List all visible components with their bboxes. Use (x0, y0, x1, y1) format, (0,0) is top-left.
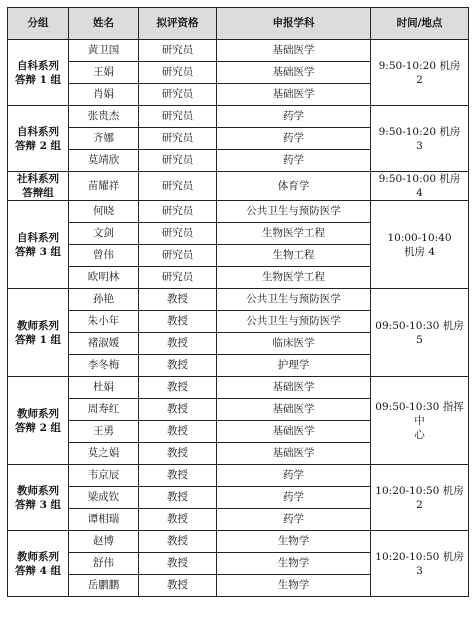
table-row (8, 106, 469, 128)
subject-cell: 基础医学 (217, 40, 371, 62)
qualification-cell: 研究员 (139, 267, 217, 289)
header-qualification: 拟评资格 (139, 8, 217, 40)
time-place-cell (371, 201, 469, 289)
group-label-line2: 答辩 1 组 (14, 73, 62, 86)
qualification-cell: 教授 (139, 531, 217, 553)
group-label-cell (8, 172, 69, 201)
group-label-line1: 自科系列 (17, 231, 59, 244)
subject-cell: 基础医学 (217, 62, 371, 84)
time-place-cell (371, 289, 469, 377)
group-label-line1: 教师系列 (17, 319, 59, 332)
group-label-line1: 教师系列 (17, 550, 59, 563)
name-cell: 舒伟 (69, 553, 139, 575)
group-label-line2: 答辩 3 组 (14, 245, 62, 258)
subject-cell: 临床医学 (217, 333, 371, 355)
subject-cell: 药学 (217, 465, 371, 487)
time-place-line1: 9:50-10:20 机房 2 (378, 59, 461, 86)
header-row (8, 8, 469, 40)
group-label-line1: 教师系列 (17, 484, 59, 497)
header-group: 分组 (8, 8, 69, 40)
header-name: 姓名 (69, 8, 139, 40)
name-cell: 褚淑媛 (69, 333, 139, 355)
subject-cell: 生物工程 (217, 245, 371, 267)
group-label-cell (8, 289, 69, 377)
qualification-cell: 研究员 (139, 106, 217, 128)
qualification-cell: 研究员 (139, 201, 217, 223)
name-cell: 岳鹏鹏 (69, 575, 139, 597)
name-cell: 韦京辰 (69, 465, 139, 487)
name-cell: 李冬梅 (69, 355, 139, 377)
time-place-cell (371, 465, 469, 531)
qualification-cell: 教授 (139, 333, 217, 355)
qualification-cell: 研究员 (139, 128, 217, 150)
qualification-cell: 研究员 (139, 245, 217, 267)
time-place-line1: 9:50-10:20 机房 3 (378, 125, 461, 152)
subject-cell: 基础医学 (217, 377, 371, 399)
subject-cell: 生物学 (217, 575, 371, 597)
name-cell: 黄卫国 (69, 40, 139, 62)
group-label-line2: 答辩组 (22, 187, 54, 199)
qualification-cell: 教授 (139, 399, 217, 421)
qualification-cell: 教授 (139, 443, 217, 465)
qualification-cell: 研究员 (139, 150, 217, 172)
table-row (8, 172, 469, 201)
group-label-line2: 答辩 2 组 (14, 139, 62, 152)
subject-cell: 基础医学 (217, 421, 371, 443)
qualification-cell: 研究员 (139, 172, 217, 201)
qualification-cell: 教授 (139, 575, 217, 597)
name-cell: 赵博 (69, 531, 139, 553)
qualification-cell: 教授 (139, 465, 217, 487)
name-cell: 王勇 (69, 421, 139, 443)
time-place-line2: 机房 4 (403, 245, 436, 258)
name-cell: 谭相瑞 (69, 509, 139, 531)
qualification-cell: 教授 (139, 377, 217, 399)
group-label-line1: 教师系列 (17, 407, 59, 420)
table-row (8, 531, 469, 553)
group-label-cell (8, 465, 69, 531)
qualification-cell: 教授 (139, 311, 217, 333)
group-label-line2: 答辩 1 组 (14, 333, 62, 346)
name-cell: 王娟 (69, 62, 139, 84)
subject-cell: 基础医学 (217, 443, 371, 465)
subject-cell: 生物学 (217, 553, 371, 575)
table-row (8, 40, 469, 62)
qualification-cell: 研究员 (139, 223, 217, 245)
name-cell: 莫靖欣 (69, 150, 139, 172)
qualification-cell: 教授 (139, 421, 217, 443)
group-label-line1: 自科系列 (17, 125, 59, 138)
time-place-line1: 9:50-10:00 机房 4 (378, 173, 461, 199)
time-place-line1: 10:20-10:50 机房 3 (375, 550, 464, 577)
subject-cell: 药学 (217, 487, 371, 509)
group-label-cell (8, 531, 69, 597)
name-cell: 孙艳 (69, 289, 139, 311)
table-row (8, 201, 469, 223)
name-cell: 杜娟 (69, 377, 139, 399)
name-cell: 何晓 (69, 201, 139, 223)
qualification-cell: 教授 (139, 289, 217, 311)
qualification-cell: 教授 (139, 487, 217, 509)
subject-cell: 药学 (217, 150, 371, 172)
time-place-cell (371, 40, 469, 106)
name-cell: 曾伟 (69, 245, 139, 267)
time-place-line1: 09:50-10:30 机房 5 (375, 319, 464, 346)
header-time-place: 时间/地点 (371, 8, 469, 40)
subject-cell: 基础医学 (217, 399, 371, 421)
qualification-cell: 研究员 (139, 62, 217, 84)
time-place-cell (371, 377, 469, 465)
table-row (8, 465, 469, 487)
name-cell: 苗耀祥 (69, 172, 139, 201)
name-cell: 齐娜 (69, 128, 139, 150)
table-row (8, 377, 469, 399)
subject-cell: 公共卫生与预防医学 (217, 201, 371, 223)
group-label-line1: 自科系列 (17, 59, 59, 72)
header-subject: 申报学科 (217, 8, 371, 40)
table-row (8, 289, 469, 311)
time-place-line1: 10:20-10:50 机房 2 (375, 484, 464, 511)
schedule-table (7, 7, 469, 597)
subject-cell: 生物医学工程 (217, 223, 371, 245)
time-place-cell (371, 106, 469, 172)
time-place-line1: 09:50-10:30 指挥中 (375, 400, 464, 427)
name-cell: 张贵杰 (69, 106, 139, 128)
subject-cell: 生物医学工程 (217, 267, 371, 289)
subject-cell: 公共卫生与预防医学 (217, 311, 371, 333)
name-cell: 欧明林 (69, 267, 139, 289)
group-label-cell (8, 377, 69, 465)
subject-cell: 生物学 (217, 531, 371, 553)
subject-cell: 基础医学 (217, 84, 371, 106)
group-label-cell (8, 40, 69, 106)
group-label-line2: 答辩 3 组 (14, 498, 62, 511)
qualification-cell: 教授 (139, 355, 217, 377)
subject-cell: 护理学 (217, 355, 371, 377)
group-label-line2: 答辩 4 组 (14, 564, 62, 577)
time-place-cell (371, 172, 469, 201)
group-label-cell (8, 106, 69, 172)
subject-cell: 药学 (217, 106, 371, 128)
qualification-cell: 研究员 (139, 84, 217, 106)
time-place-line1: 10:00-10:40 (387, 231, 452, 244)
qualification-cell: 教授 (139, 553, 217, 575)
qualification-cell: 教授 (139, 509, 217, 531)
group-label-cell (8, 201, 69, 289)
subject-cell: 体育学 (217, 172, 371, 201)
name-cell: 肖娟 (69, 84, 139, 106)
qualification-cell: 研究员 (139, 40, 217, 62)
subject-cell: 药学 (217, 128, 371, 150)
time-place-line2: 心 (414, 428, 425, 441)
name-cell: 文剑 (69, 223, 139, 245)
name-cell: 周寿红 (69, 399, 139, 421)
table-body (8, 40, 469, 597)
name-cell: 莫之娟 (69, 443, 139, 465)
time-place-cell (371, 531, 469, 597)
group-label-line2: 答辩 2 组 (14, 421, 62, 434)
group-label-line1: 社科系列 (17, 173, 59, 185)
name-cell: 朱小年 (69, 311, 139, 333)
name-cell: 梁成钦 (69, 487, 139, 509)
subject-cell: 公共卫生与预防医学 (217, 289, 371, 311)
subject-cell: 药学 (217, 509, 371, 531)
